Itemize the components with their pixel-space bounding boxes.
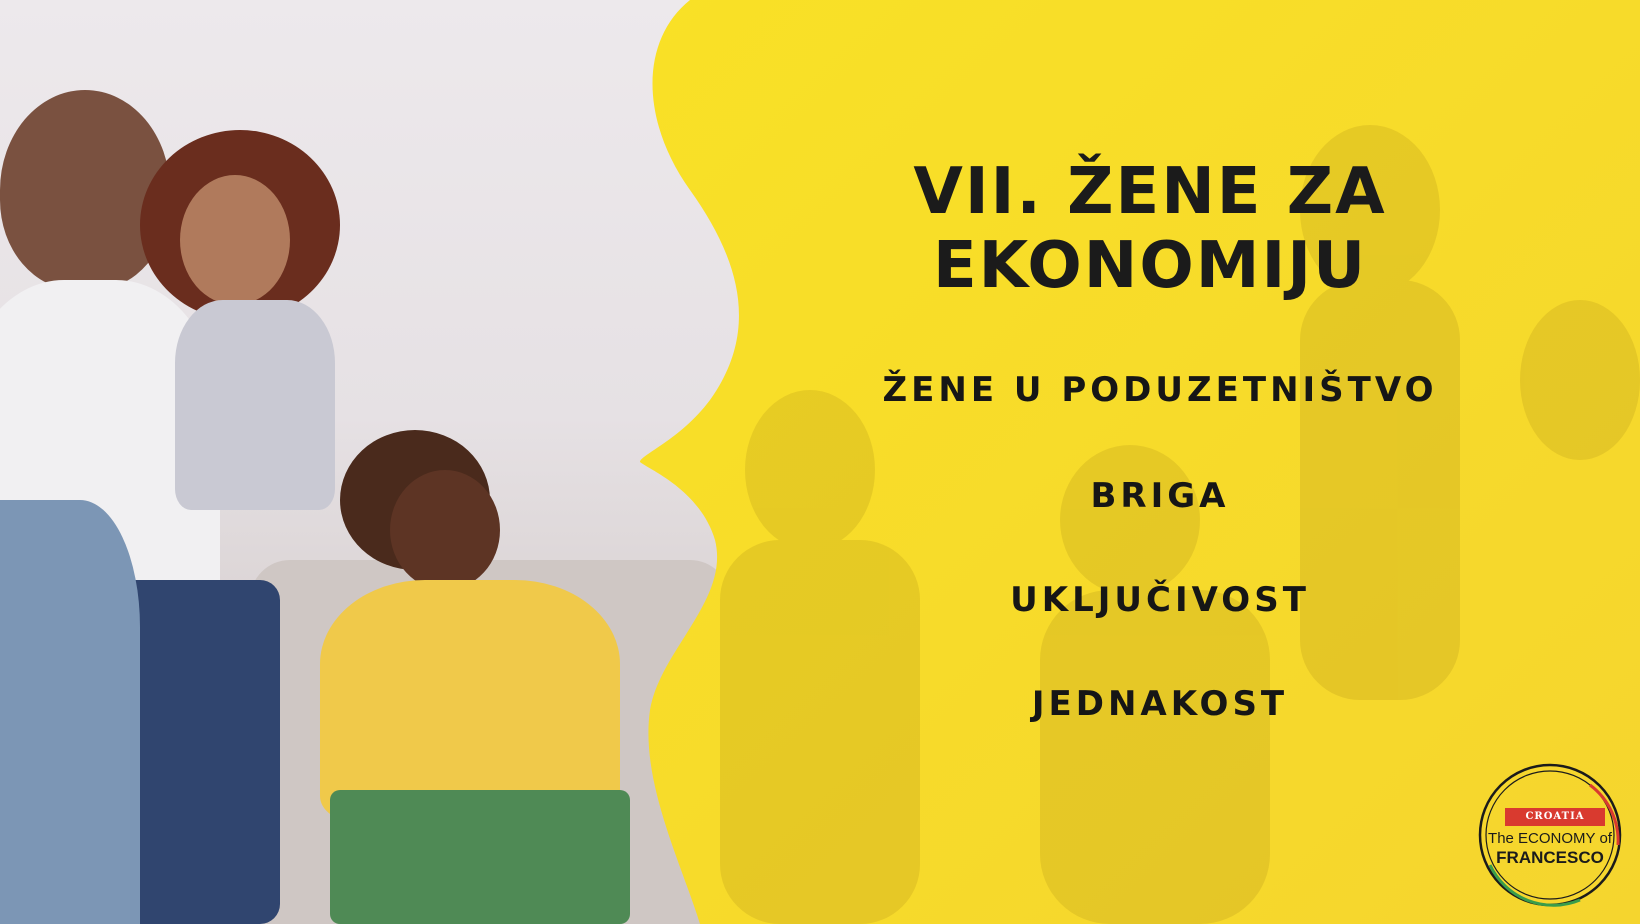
logo-text-line1: The ECONOMY of xyxy=(1488,830,1612,847)
topic-item: UKLJUČIVOST xyxy=(1010,580,1310,620)
topic-item: ŽENE U PODUZETNIŠTVO xyxy=(882,370,1438,410)
topic-item: JEDNAKOST xyxy=(1031,684,1289,724)
page-title: VII. ŽENE ZA EKONOMIJU xyxy=(913,155,1387,303)
topic-item: BRIGA xyxy=(1090,476,1230,516)
logo-country-banner: CROATIA xyxy=(1505,808,1605,826)
logo-text-line2: FRANCESCO xyxy=(1496,848,1604,867)
